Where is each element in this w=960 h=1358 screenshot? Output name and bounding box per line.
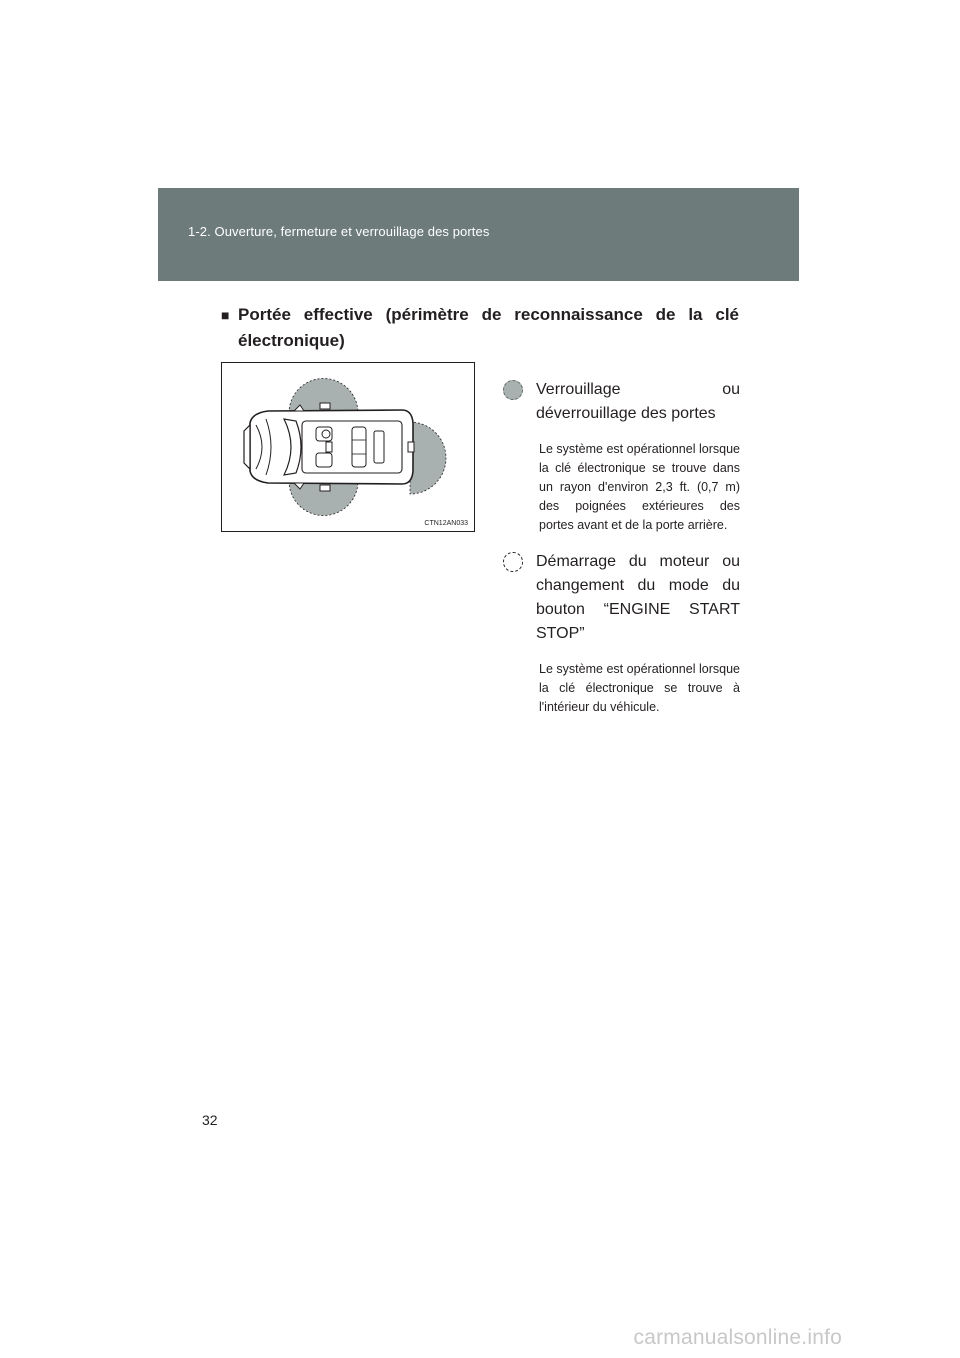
car-top-view-illustration — [222, 363, 474, 531]
key-range-diagram — [221, 362, 475, 532]
front-right-antenna — [320, 485, 330, 491]
rear-zone — [410, 422, 446, 494]
chapter-header-band — [158, 188, 799, 281]
rear-bench — [352, 427, 366, 467]
section-heading — [221, 302, 739, 354]
watermark: carmanualsonline.info — [633, 1326, 842, 1349]
item-title: Verrouillage ou déverrouillage des portes — [536, 381, 740, 422]
page-number: 32 — [202, 1112, 218, 1128]
figure-code: CTN12AN033 — [424, 520, 468, 527]
front-bumper — [244, 425, 250, 469]
trunk-area — [374, 431, 384, 463]
heading-text-line1: Portée effective (périmètre de reconnaissance de la clé — [238, 305, 739, 324]
empty-dashed-circle-icon — [503, 552, 523, 572]
item-description: Le système est opérationnel lorsque la clé électronique se trouve à l'intérieur du véhicule. — [539, 662, 740, 714]
item-description: Le système est opérationnel lorsque la clé électronique se trouve dans un rayon d'environ 2,3 ft. (0,7 m) des poignées extérieures des portes avant et de la porte arrière. — [539, 442, 740, 532]
front-seat-right — [316, 453, 332, 467]
heading-text-line2: électronique) — [238, 331, 345, 350]
list-item — [503, 378, 740, 535]
interior-antenna — [326, 442, 332, 452]
list-item — [503, 550, 740, 717]
item-title: Démarrage du moteur ou changement du mode du bouton “ENGINE START STOP” — [536, 553, 740, 642]
rear-antenna — [408, 442, 414, 452]
chapter-title: 1-2. Ouverture, fermeture et verrouillage des portes — [188, 224, 490, 239]
square-bullet-icon: ■ — [221, 307, 230, 323]
filled-dashed-circle-icon — [503, 380, 523, 400]
front-left-antenna — [320, 403, 330, 409]
